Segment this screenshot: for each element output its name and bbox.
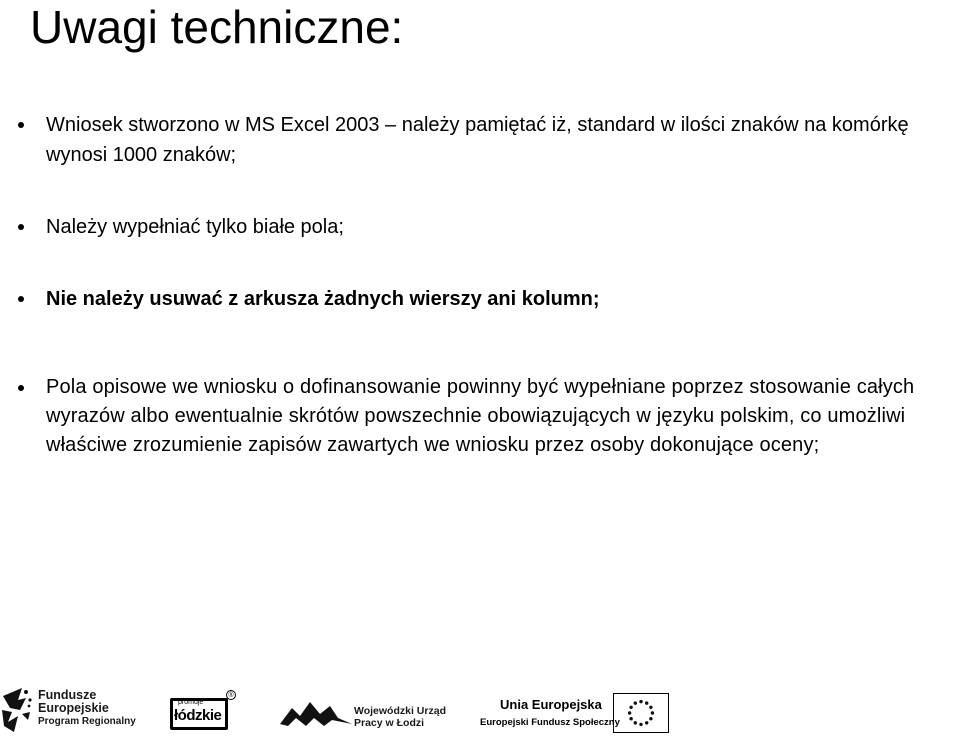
ue-title: Unia Europejska (500, 697, 602, 712)
wup-line1: Wojewódzki Urząd (354, 705, 446, 717)
logo-footer (0, 676, 960, 737)
slide-title: Uwagi techniczne: (30, 1, 404, 53)
bullet-item-no-delete (18, 284, 943, 314)
bullet-text: Nie należy usuwać z arkusza żadnych wierszy ani kolumn; (46, 288, 600, 310)
ue-subtitle: Europejski Fundusz Społeczny (480, 717, 620, 728)
fundusze-europejskie-icon (0, 686, 34, 734)
bullet-text: Należy wypełniać tylko białe pola; (46, 216, 344, 238)
eu-flag-icon (613, 693, 669, 733)
lodzkie-label: łódzkie (174, 707, 222, 724)
bullet-dot-icon (18, 122, 24, 128)
wup-line2: Pracy w Łodzi (354, 717, 425, 729)
bullet-dot-icon (18, 296, 24, 302)
bullet-dot-icon (18, 224, 24, 230)
promuje-lodzkie-logo (168, 690, 238, 732)
unia-europejska-logo (480, 696, 680, 736)
promuje-label: promuje (178, 699, 204, 706)
fundusze-line2: Europejskie (38, 701, 109, 715)
bullet-item-white-fields (18, 212, 943, 242)
bullet-text: Pola opisowe we wniosku o dofinansowanie powinny być wypełniane poprzez stosowanie całych wyrazów albo ewentualnie skrótów powszechnie obowiązujących w języku polskim, co umożliwi właściwe zrozumienie zapisów zawartych we wniosku przez osoby dokonujące oceny; (46, 376, 915, 456)
bullet-item-descriptive-fields (18, 373, 943, 460)
bullet-item-excel-limit (18, 110, 943, 170)
fundusze-line3: Program Regionalny (38, 716, 136, 727)
fundusze-line1: Fundusze (38, 688, 97, 702)
bullet-dot-icon (18, 385, 24, 391)
wup-lodz-logo (280, 698, 450, 734)
bullet-text: Wniosek stworzono w MS Excel 2003 – należy pamiętać iż, standard w ilości znaków na komórkę wynosi 1000 znaków; (46, 114, 909, 166)
wup-arrow-icon (280, 698, 352, 728)
registered-icon: ® (226, 690, 236, 700)
fundusze-europejskie-logo (0, 686, 136, 736)
